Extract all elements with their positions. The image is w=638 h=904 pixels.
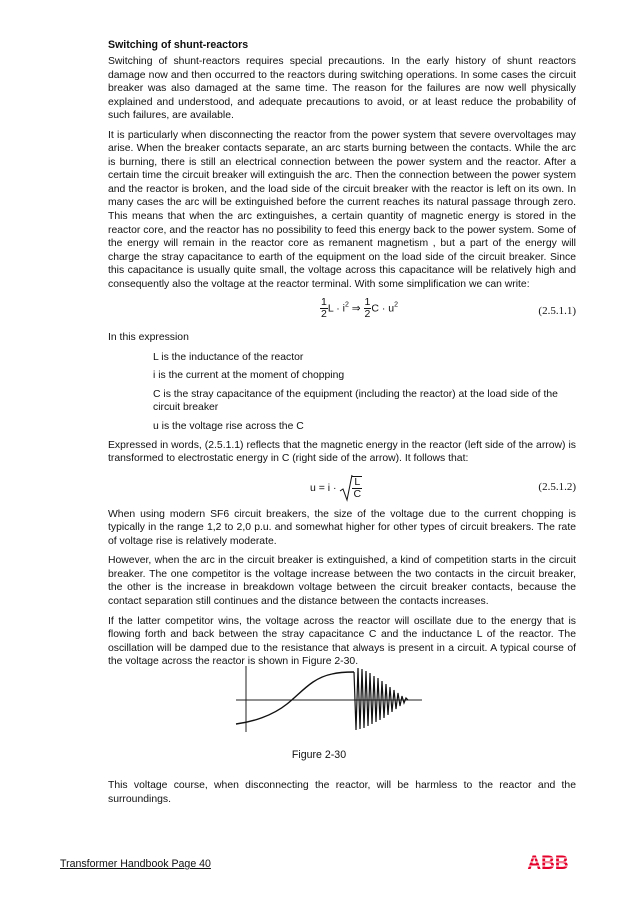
paragraph-2: It is particularly when disconnecting the reactor from the power system that severe overvoltages may arise. When the breaker contacts separate, an arc starts burning between the contacts. While the arc is burning, there is still an electrical connection between the power system and the reactor. After a certain time the circuit breaker will extinguish the arc. Then the connection between the power system and the reactor is broken, and the load side of the circuit breaker with the reactor is left on its own. In many cases the arc will be extinguished before the current reaches its natural passage through zero. This means that when the arc extinguishes, a certain quantity of magnetic energy is stored in the reactor core, and the reactor has no possibility to feed this energy back to the power system. Some of the energy will remain in the reactor core as remanent magnetism , but a part of the energy will charge the stray capacitance to earth of the equipment on the load side of the circuit breaker. Since this capacitance is usually quite small, the voltage across this capacitance will be relatively high and consequently also the voltage at the reactor terminal. With some simplification we can write:	[108, 129, 576, 290]
equation-number: (2.5.1.1)	[538, 305, 576, 318]
paragraph-3: Expressed in words, (2.5.1.1) reflects that the magnetic energy in the reactor (left side of the arrow) is transformed to electrostatic energy in C (right side of the arrow). It follows that:	[108, 439, 576, 465]
paragraph-1: Switching of shunt-reactors requires special precautions. In the early history of shunt reactors damage now and then occurred to the reactors during switching operations. In some cases the circuit breaker was also damaged at the same time. The reason for the failures are now well physically explained and understood, and adequate precautions to avoid, or at least reduce the probability of such failures, are available.	[108, 56, 576, 122]
implies-arrow: ⇒	[351, 302, 361, 315]
fraction-half: $\frac{1}{2}$	[364, 296, 371, 321]
sqrt-sign-icon	[339, 474, 353, 502]
page-content	[108, 38, 576, 675]
equation-2-5-1-1	[108, 297, 576, 327]
definition-item: i is the current at the moment of chopping	[153, 370, 345, 382]
equation-body: u = i · $\frac{L}{C}$	[310, 475, 362, 500]
fraction-half: $\frac{1}{2}$	[321, 296, 327, 321]
paragraph-7: This voltage course, when disconnecting the reactor, will be harmless to the reactor and the surroundings.	[108, 780, 576, 805]
paragraph-6: If the latter competitor wins, the voltage across the reactor will oscillate due to the energy that is flowing forth and back between the stray capacitance C and the inductance L of the reactor. The oscillation will be damped due to the resistance that always is present in a circuit. A typical course of the voltage across the reactor is shown in Figure 2-30.	[108, 615, 576, 668]
logo-text: ABB	[527, 853, 569, 872]
paragraph-4: When using modern SF6 circuit breakers, the size of the voltage due to the current chopping is typically in the range 1,2 to 2,0 p.u. and somewhat higher for other types of circuit breakers. The rate of voltage rise is relatively moderate.	[108, 508, 576, 547]
square-root: $\frac{L}{C}$	[339, 474, 362, 502]
equation-body: $\frac{1}{2}$ $L \cdot i^2$ ⇒ $\frac{1}{2}$ $C \cdot u^2$	[321, 296, 399, 321]
paragraph-5: However, when the arc in the circuit breaker is extinguished, a kind of competition starts in the circuit breaker. The one competitor is the voltage increase between the two contacts in the circuit breaker, the other is the increase in breakdown voltage between the circuit breaker contacts, because the contact separation still continues and the distance between the contacts increases.	[108, 555, 576, 607]
page-footer: Transformer Handbook Page 40	[60, 858, 211, 870]
section-heading: Switching of shunt-reactors	[108, 39, 249, 51]
definition-item: C is the stray capacitance of the equipment (including the reactor) at the load side of the circuit breaker	[153, 388, 558, 414]
equation-number: (2.5.1.2)	[538, 480, 576, 493]
in-this-expression: In this expression	[108, 332, 189, 344]
voltage-oscillation-curve-icon	[232, 664, 422, 734]
definitions-list	[153, 351, 576, 434]
definition-item: u is the voltage rise across the C	[153, 421, 304, 433]
figure-caption: Figure 2-30	[291, 749, 347, 761]
abb-logo-icon	[522, 852, 574, 872]
equation-2-5-1-2	[108, 472, 576, 504]
definition-item: L is the inductance of the reactor	[153, 351, 304, 363]
